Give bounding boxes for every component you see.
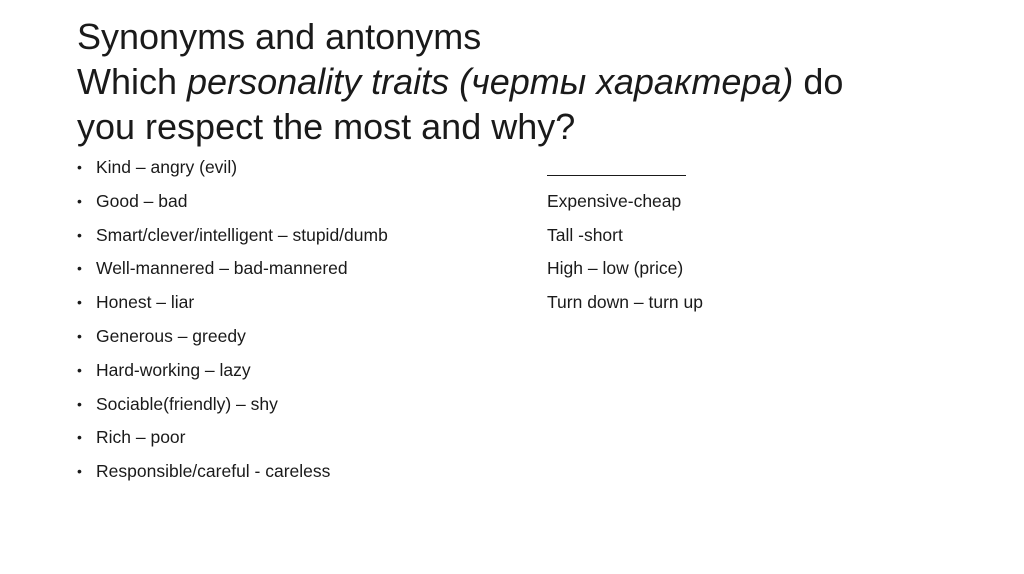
- slide-title: [77, 14, 977, 149]
- title-emphasis: personality traits (черты характера): [187, 61, 794, 102]
- title-line-3: you respect the most and why?: [77, 106, 576, 147]
- title-line-1: Synonyms and antonyms: [77, 16, 482, 57]
- list-item-text: Responsible/careful - careless: [96, 461, 331, 482]
- blank-underline: [547, 155, 703, 189]
- antonym-list: [77, 155, 388, 493]
- list-item: [77, 189, 388, 223]
- list-item-text: Hard-working – lazy: [96, 359, 251, 380]
- bullet-icon: •: [77, 192, 82, 209]
- list-item: [77, 223, 388, 257]
- list-item-text: Honest – liar: [96, 292, 195, 313]
- bullet-icon: •: [77, 226, 82, 243]
- list-item: High – low (price): [547, 258, 684, 279]
- bullet-icon: •: [77, 463, 82, 480]
- list-item-text: Well-mannered – bad-mannered: [96, 258, 348, 279]
- blank-line: [547, 155, 686, 176]
- bullet-icon: •: [77, 260, 82, 277]
- title-line-2-suffix: do: [793, 61, 844, 102]
- title-line-2: [77, 59, 977, 104]
- list-item: [77, 324, 388, 358]
- list-item: [77, 392, 388, 426]
- extra-antonym-list: [547, 155, 703, 324]
- list-item-text: Sociable(friendly) – shy: [96, 393, 278, 414]
- bullet-icon: •: [77, 361, 82, 378]
- bullet-icon: •: [77, 294, 82, 311]
- list-item-text: Kind – angry (evil): [96, 157, 238, 177]
- bullet-icon: •: [77, 327, 82, 344]
- list-item: Tall -short: [547, 224, 623, 245]
- list-item: [77, 459, 388, 493]
- title-line-2-prefix: Which: [77, 61, 188, 102]
- bullet-icon: •: [77, 159, 82, 175]
- bullet-icon: •: [77, 395, 82, 412]
- list-item: Turn down – turn up: [547, 292, 703, 313]
- list-item-text: Generous – greedy: [96, 325, 246, 346]
- list-item-text: Good – bad: [96, 190, 188, 211]
- list-item-text: Smart/clever/intelligent – stupid/dumb: [96, 224, 388, 245]
- list-item-text: Rich – poor: [96, 427, 186, 448]
- bullet-icon: •: [77, 429, 82, 446]
- list-item: [77, 358, 388, 392]
- list-item: [77, 256, 388, 290]
- list-item: Expensive-cheap: [547, 190, 682, 211]
- list-item: [77, 155, 388, 189]
- list-item: [77, 290, 388, 324]
- list-item: [77, 425, 388, 459]
